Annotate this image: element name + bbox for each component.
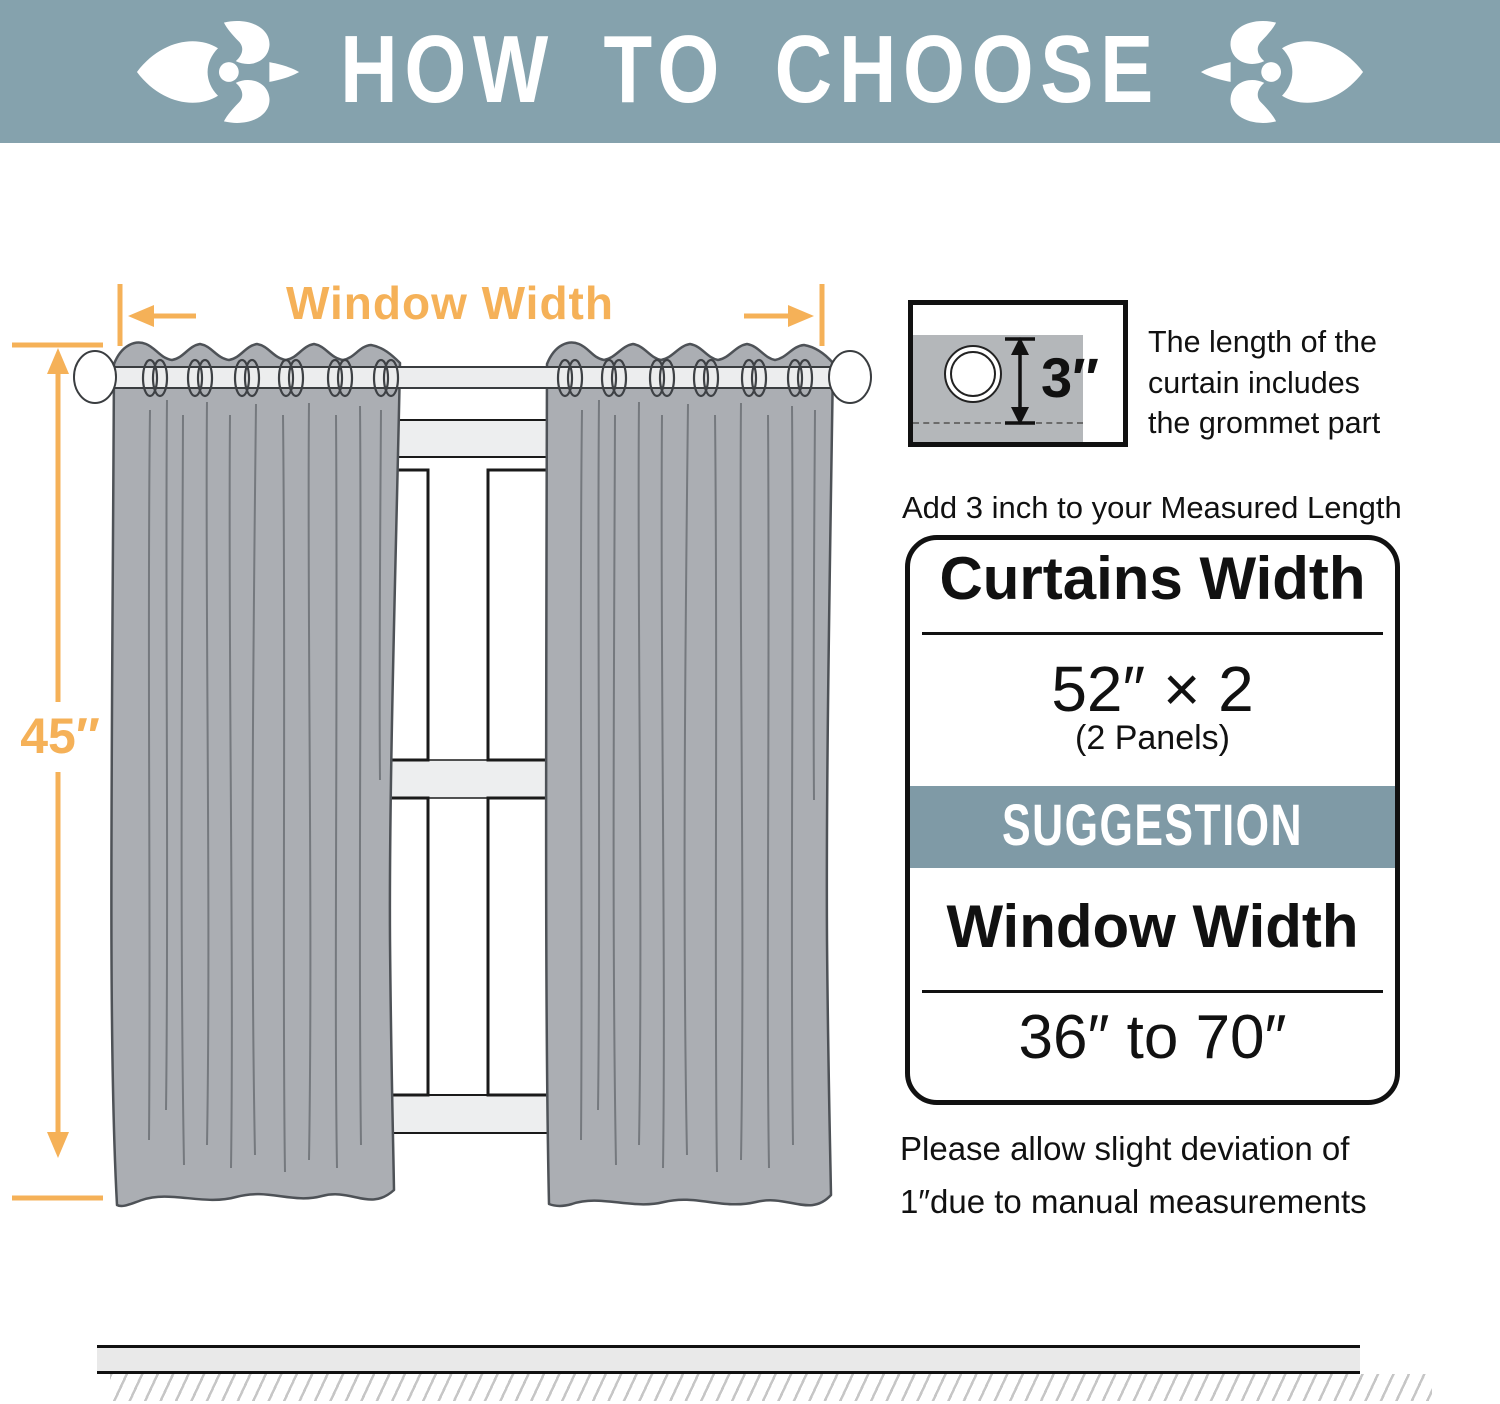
curtain-height-label: 45″ — [20, 708, 100, 764]
window-width-label: Window Width — [286, 277, 614, 329]
size-suggestion-box — [905, 535, 1400, 1105]
depth-measure-arrow — [1002, 333, 1038, 429]
floor-hatching — [110, 1374, 1432, 1401]
header-banner — [0, 0, 1500, 143]
fleur-de-lis-icon — [1199, 16, 1367, 128]
suggestion-band — [910, 786, 1395, 868]
rod-finial — [74, 351, 116, 403]
divider — [922, 632, 1383, 635]
grommet-ring-icon — [944, 345, 1002, 403]
divider — [922, 990, 1383, 993]
suggestion-band-label: SUGGESTION — [1002, 793, 1303, 858]
grommet-caption: The length of the curtain includes the grommet part — [1148, 325, 1381, 440]
curtains-width-value: 52″ × 2 — [1051, 653, 1254, 725]
deviation-footnote: Please allow slight deviation of 1″due to manual measurements — [900, 1130, 1367, 1220]
grommet-diagram — [908, 300, 1128, 447]
height-measure-arrow — [12, 345, 103, 1198]
window-width-value: 36″ to 70″ — [1018, 1003, 1287, 1072]
grommet-depth-value: 3″ — [1041, 346, 1099, 409]
rod-finial — [829, 351, 871, 403]
page-title: HOW TO CHOOSE — [340, 16, 1160, 123]
hem-dashed-line — [913, 422, 1083, 424]
add-length-note: Add 3 inch to your Measured Length — [902, 490, 1402, 525]
window-curtain-illustration — [0, 260, 890, 1270]
curtain-panel-right — [546, 343, 833, 1206]
floor-bar — [97, 1345, 1360, 1374]
curtains-width-subvalue: (2 Panels) — [1075, 719, 1230, 757]
curtains-width-title: Curtains Width — [939, 545, 1366, 612]
curtain-panel-left — [111, 343, 400, 1206]
window-width-title: Window Width — [946, 893, 1359, 960]
